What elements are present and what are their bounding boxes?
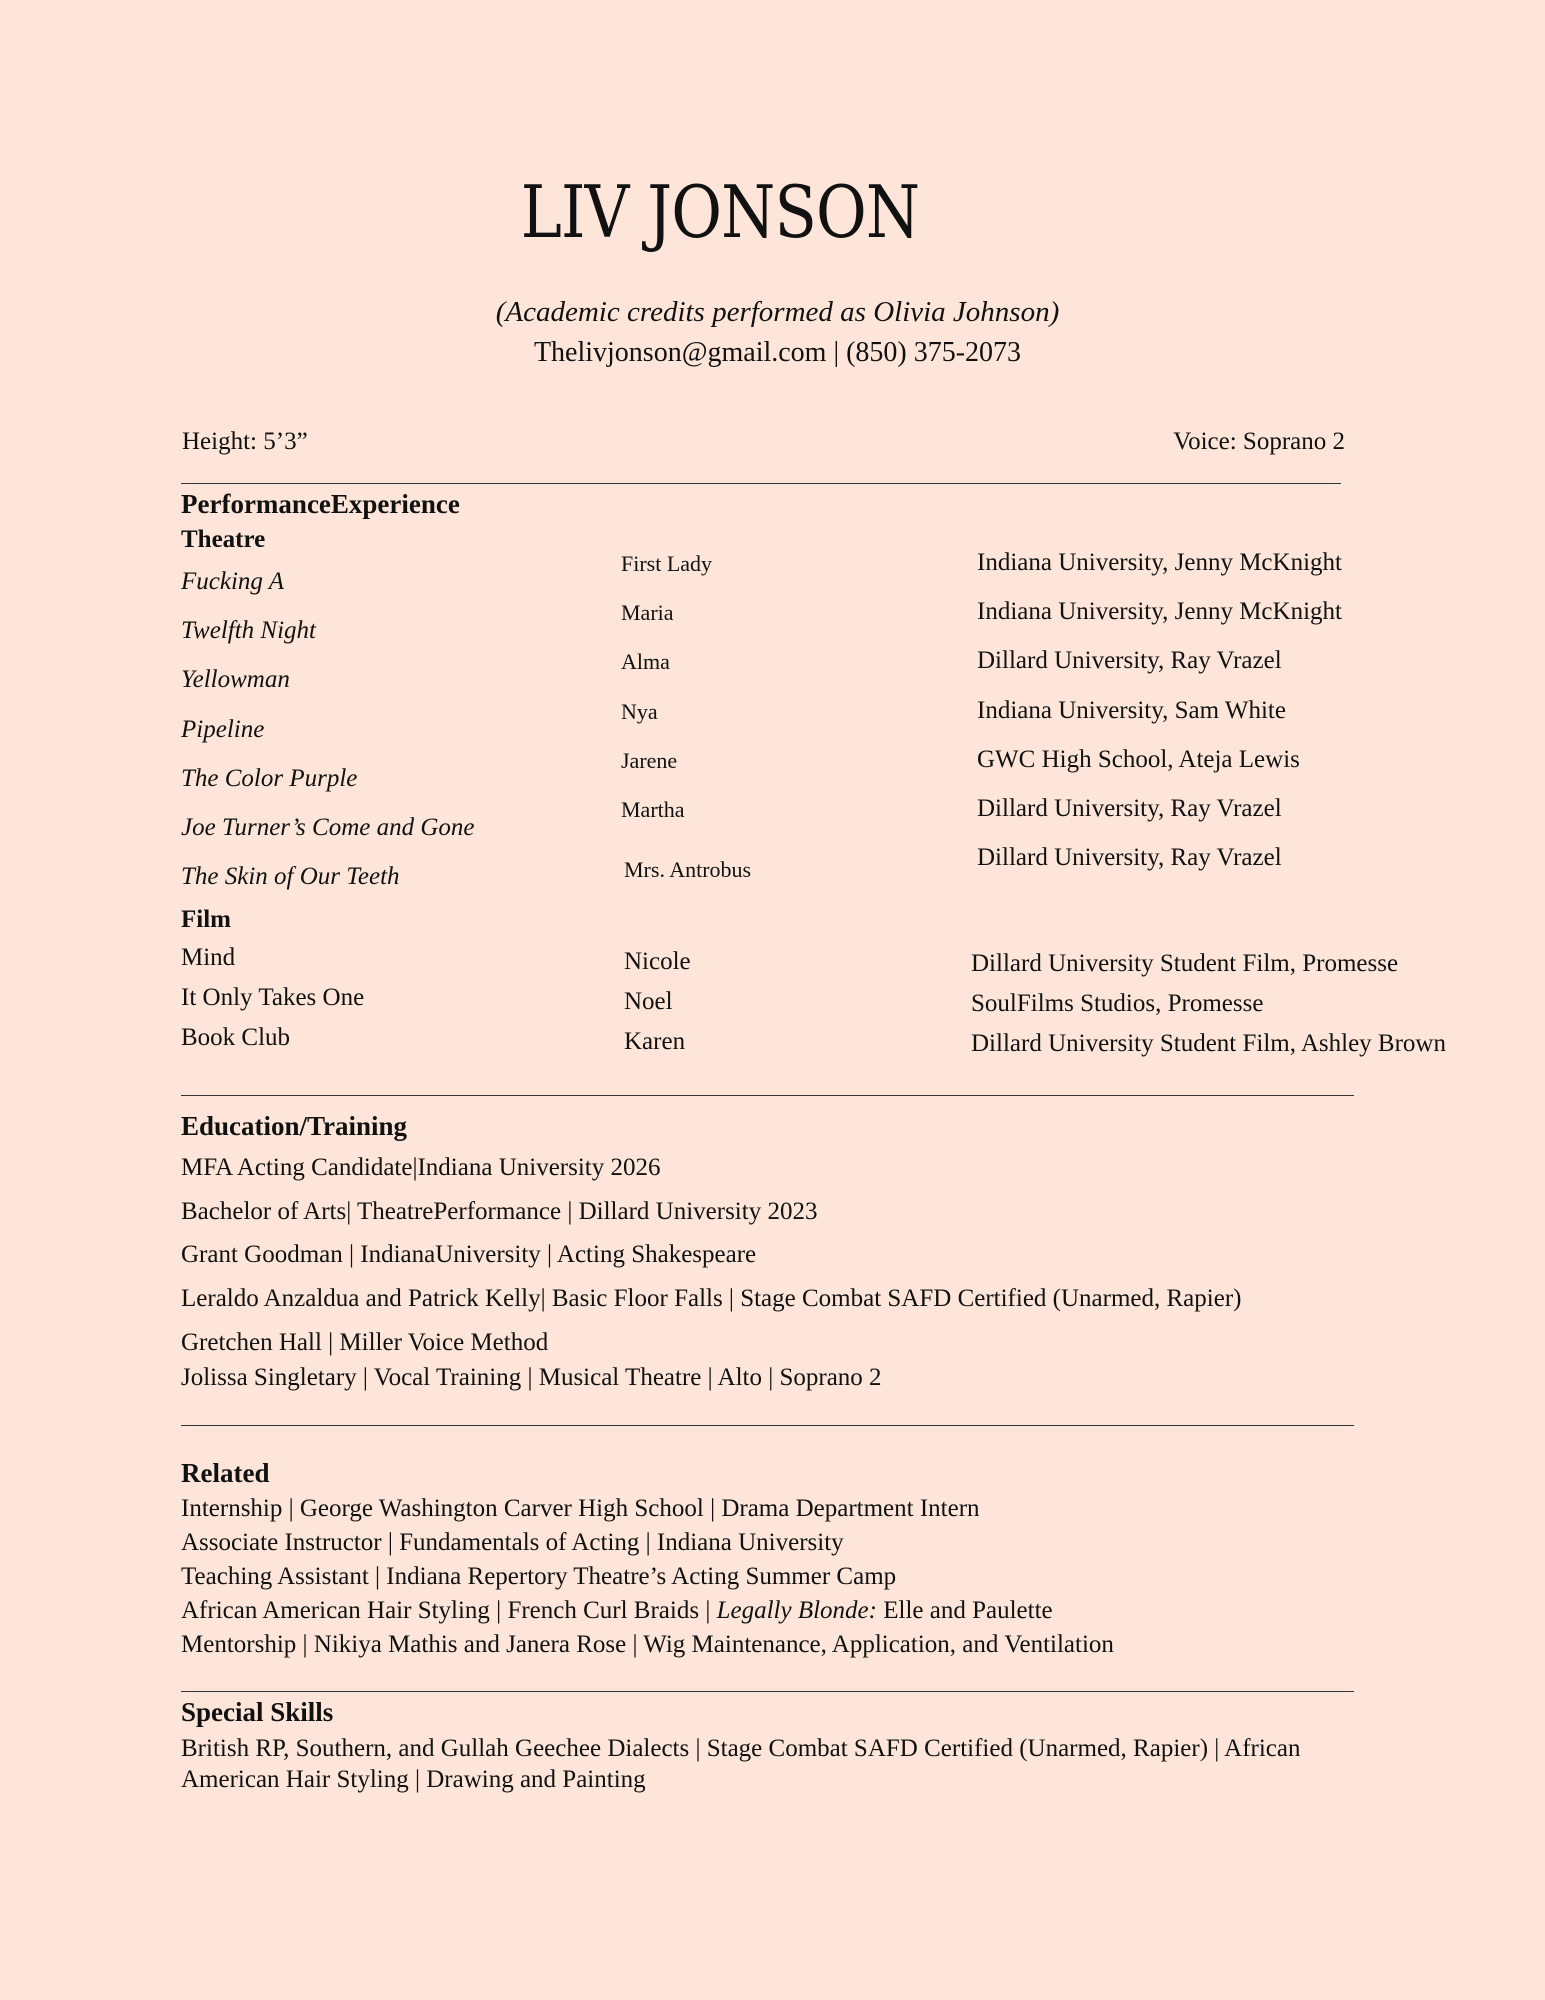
- education-item: Gretchen Hall | Miller Voice Method: [181, 1329, 549, 1356]
- theatre-play-title: Joe Turner’s Come and Gone: [181, 814, 475, 841]
- education-item: MFA Acting Candidate|Indiana University 2026: [181, 1154, 661, 1181]
- divider-performance: [181, 1095, 1354, 1096]
- film-venue: Dillard University Student Film, Promesse: [971, 950, 1399, 977]
- theatre-venue: Dillard University, Ray Vrazel: [977, 795, 1282, 822]
- film-title: Mind: [181, 944, 236, 971]
- theatre-play-title: The Skin of Our Teeth: [181, 863, 400, 890]
- related-item: Mentorship | Nikiya Mathis and Janera Rose | Wig Maintenance, Application, and Ventilation: [181, 1631, 1114, 1658]
- styling-suffix: Elle and Paulette: [876, 1597, 1053, 1624]
- theatre-play-title: Fucking A: [181, 568, 284, 595]
- theatre-venue: Indiana University, Jenny McKnight: [977, 598, 1342, 625]
- styling-show-title: Legally Blonde:: [716, 1597, 877, 1624]
- contact-info: Thelivjonson@gmail.com | (850) 375-2073: [533, 337, 1022, 368]
- theatre-venue: Dillard University, Ray Vrazel: [977, 647, 1282, 674]
- education-section-title: Education/Training: [181, 1111, 408, 1141]
- theatre-role: Alma: [621, 649, 670, 674]
- skills-section-title: Special Skills: [181, 1697, 334, 1727]
- skills-line: American Hair Styling | Drawing and Painting: [181, 1766, 646, 1793]
- voice-stat: Voice: Soprano 2: [1173, 428, 1345, 455]
- related-item: Associate Instructor | Fundamentals of Acting | Indiana University: [181, 1529, 844, 1556]
- film-role: Noel: [624, 988, 673, 1015]
- education-item: Leraldo Anzaldua and Patrick Kelly| Basic Floor Falls | Stage Combat SAFD Certified (Unarmed, Rapier): [181, 1285, 1242, 1312]
- divider-related: [181, 1691, 1354, 1692]
- height-stat: Height: 5’3”: [182, 428, 308, 455]
- page-title: LIV JONSON: [520, 170, 920, 254]
- theatre-role: Mrs. Antrobus: [624, 857, 752, 882]
- theatre-play-title: Yellowman: [181, 666, 290, 693]
- theatre-venue: Dillard University, Ray Vrazel: [977, 844, 1282, 871]
- theatre-play-title: The Color Purple: [181, 765, 358, 792]
- film-venue: Dillard University Student Film, Ashley Brown: [971, 1030, 1446, 1057]
- divider-education: [181, 1425, 1354, 1426]
- styling-prefix: African American Hair Styling | French Curl Braids |: [181, 1597, 717, 1624]
- education-item: Bachelor of Arts| TheatrePerformance | Dillard University 2023: [181, 1198, 818, 1225]
- film-venue: SoulFilms Studios, Promesse: [971, 990, 1264, 1017]
- theatre-role: Maria: [621, 600, 674, 625]
- theatre-role: Nya: [621, 699, 658, 724]
- theatre-role: Martha: [621, 797, 685, 822]
- education-item: Jolissa Singletary | Vocal Training | Musical Theatre | Alto | Soprano 2: [181, 1364, 882, 1391]
- theatre-play-title: Twelfth Night: [181, 617, 316, 644]
- film-role: Karen: [624, 1028, 686, 1055]
- skills-line: British RP, Southern, and Gullah Geechee Dialects | Stage Combat SAFD Certified (Unarmed, Rapier) | African: [181, 1735, 1301, 1762]
- theatre-venue: Indiana University, Jenny McKnight: [977, 549, 1342, 576]
- film-role: Nicole: [624, 948, 691, 975]
- theatre-role: First Lady: [621, 551, 713, 576]
- academic-credits-note: (Academic credits performed as Olivia Johnson): [495, 296, 1060, 328]
- divider-header: [181, 483, 1341, 484]
- related-item-styling: [181, 1597, 1053, 1625]
- film-subtitle: Film: [181, 906, 231, 933]
- theatre-venue: Indiana University, Sam White: [977, 697, 1286, 724]
- education-item: Grant Goodman | IndianaUniversity | Acting Shakespeare: [181, 1241, 757, 1268]
- theatre-subtitle: Theatre: [181, 526, 266, 553]
- related-item: Teaching Assistant | Indiana Repertory Theatre’s Acting Summer Camp: [181, 1563, 897, 1590]
- theatre-role: Jarene: [621, 748, 678, 773]
- theatre-play-title: Pipeline: [181, 716, 265, 743]
- performance-section-title: PerformanceExperience: [181, 489, 460, 519]
- film-title: Book Club: [181, 1024, 291, 1051]
- theatre-venue: GWC High School, Ateja Lewis: [977, 746, 1300, 773]
- related-section-title: Related: [181, 1458, 270, 1488]
- related-item: Internship | George Washington Carver High School | Drama Department Intern: [181, 1495, 980, 1522]
- film-title: It Only Takes One: [181, 984, 365, 1011]
